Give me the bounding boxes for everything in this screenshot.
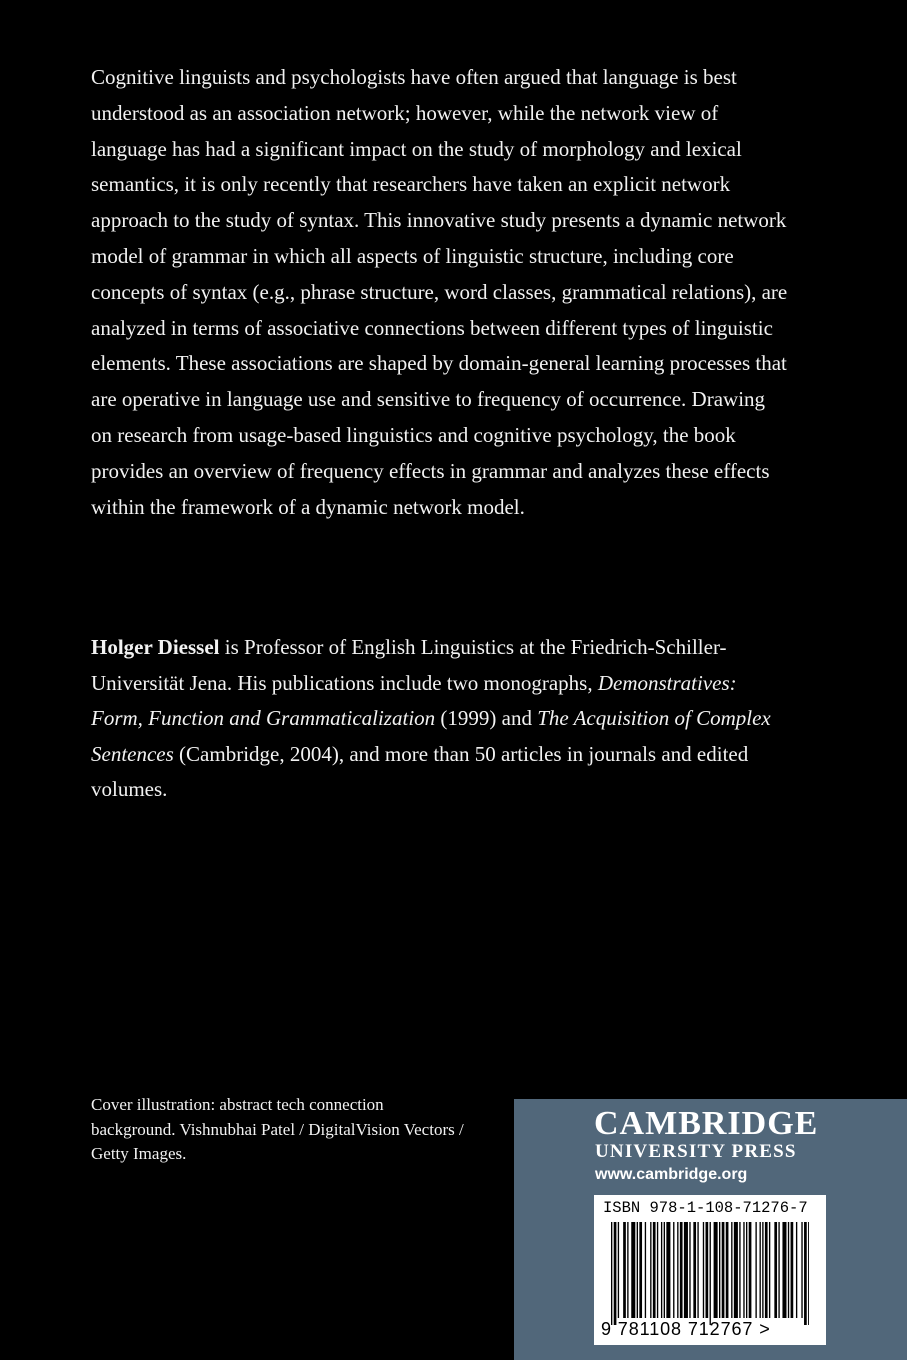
barcode-bar: [765, 1222, 768, 1318]
barcode-bar: [697, 1222, 698, 1318]
barcode-bar: [791, 1222, 794, 1318]
barcode-bar: [627, 1222, 628, 1318]
book-title-demonstratives: Demonstratives: Form, Function and Grammaticalization: [91, 670, 737, 731]
barcode-bar: [661, 1222, 662, 1318]
barcode-bar: [693, 1222, 696, 1318]
barcode-bar: [614, 1222, 617, 1325]
barcode-bar: [611, 1222, 612, 1325]
barcode-bar: [808, 1222, 809, 1325]
barcode-bar: [664, 1222, 665, 1318]
barcode-bar: [653, 1222, 656, 1318]
barcode-bar: [637, 1222, 638, 1318]
publisher-url: www.cambridge.org: [595, 1166, 748, 1183]
publisher-logo-subtitle: UNIVERSITY PRESS: [595, 1141, 797, 1162]
barcode-bar: [749, 1222, 752, 1318]
barcode-bar: [666, 1222, 670, 1318]
barcode-bar: [618, 1222, 619, 1318]
barcode-bar: [796, 1222, 797, 1318]
barcode-bar: [719, 1222, 720, 1318]
barcode-bar: [706, 1222, 709, 1318]
barcode-bar: [726, 1222, 729, 1318]
barcode-bar: [778, 1222, 779, 1318]
barcode-bar: [769, 1222, 770, 1318]
barcode-bar: [623, 1222, 626, 1318]
barcode-bar: [673, 1222, 674, 1318]
barcode-bar: [710, 1222, 711, 1325]
barcode-bar: [755, 1222, 756, 1318]
barcode-bar: [788, 1222, 789, 1318]
barcode-bar: [714, 1222, 718, 1318]
author-bio-text-1: is Professor of English Linguistics at the Friedrich-Schiller-Universität Jena. His publications include two monographs,: [91, 635, 727, 695]
barcode-bar: [677, 1222, 678, 1318]
barcode-bar: [760, 1222, 761, 1318]
barcode-bar: [684, 1222, 688, 1318]
barcode-bar: [731, 1222, 732, 1318]
author-bio-text-3: (Cambridge, 2004), and more than 50 articles in journals and edited volumes.: [91, 741, 749, 802]
barcode-bar: [782, 1222, 786, 1318]
isbn-barcode: [594, 1195, 826, 1345]
author-name: Holger Diessel: [91, 635, 220, 659]
barcode-bar: [703, 1222, 704, 1318]
barcode-digits: 9 781108 712767 >: [601, 1319, 771, 1339]
barcode-bar: [631, 1222, 635, 1318]
book-description: Cognitive linguists and psychologists have often argued that language is best understood as an association network; however, while the network view of language has had a significant impact on the study of morphology and lexical semantics, it is only recently that researchers have taken an explicit network approach to the study of syntax. This innovative study presents a dynamic network model of grammar in which all aspects of linguistic structure, including core concepts of syntax (e.g., phrase structure, word classes, grammatical relations), are analyzed in terms of associative connections between different types of linguistic elements. These associations are shaped by domain-general learning processes that are operative in language use and sensitive to frequency of occurrence. Drawing on research from usage-based linguistics and cognitive psychology, the book provides an overview of frequency effects in grammar and analyzes these effects within the framework of a dynamic network model.: [91, 65, 788, 519]
barcode-bar: [734, 1222, 738, 1318]
barcode-bar: [801, 1222, 802, 1318]
barcode-bar: [746, 1222, 747, 1318]
publisher-panel: [514, 1099, 907, 1360]
author-bio-text-2: (1999) and: [435, 706, 538, 731]
barcode-bar: [689, 1222, 690, 1318]
barcode-bar: [774, 1222, 777, 1318]
isbn-label: ISBN 978-1-108-71276-7: [603, 1199, 808, 1217]
book-title-acquisition: The Acquisition of Complex Sentences: [91, 706, 771, 766]
barcode-bar: [645, 1222, 646, 1318]
barcode-bar: [639, 1222, 642, 1318]
barcode-bar: [804, 1222, 807, 1325]
barcode-bar: [680, 1222, 683, 1318]
barcode-bar: [657, 1222, 658, 1318]
barcode-bar: [739, 1222, 740, 1318]
publisher-logo-name: CAMBRIDGE: [594, 1105, 819, 1142]
barcode-bar: [650, 1222, 651, 1318]
barcode-bar: [762, 1222, 763, 1318]
cover-illustration-credit: Cover illustration: abstract tech connection background. Vishnubhai Patel / DigitalVision Vectors / Getty Images.: [91, 1095, 464, 1163]
barcode-bar: [722, 1222, 725, 1318]
barcode-bar: [743, 1222, 744, 1318]
author-bio: [91, 630, 791, 808]
